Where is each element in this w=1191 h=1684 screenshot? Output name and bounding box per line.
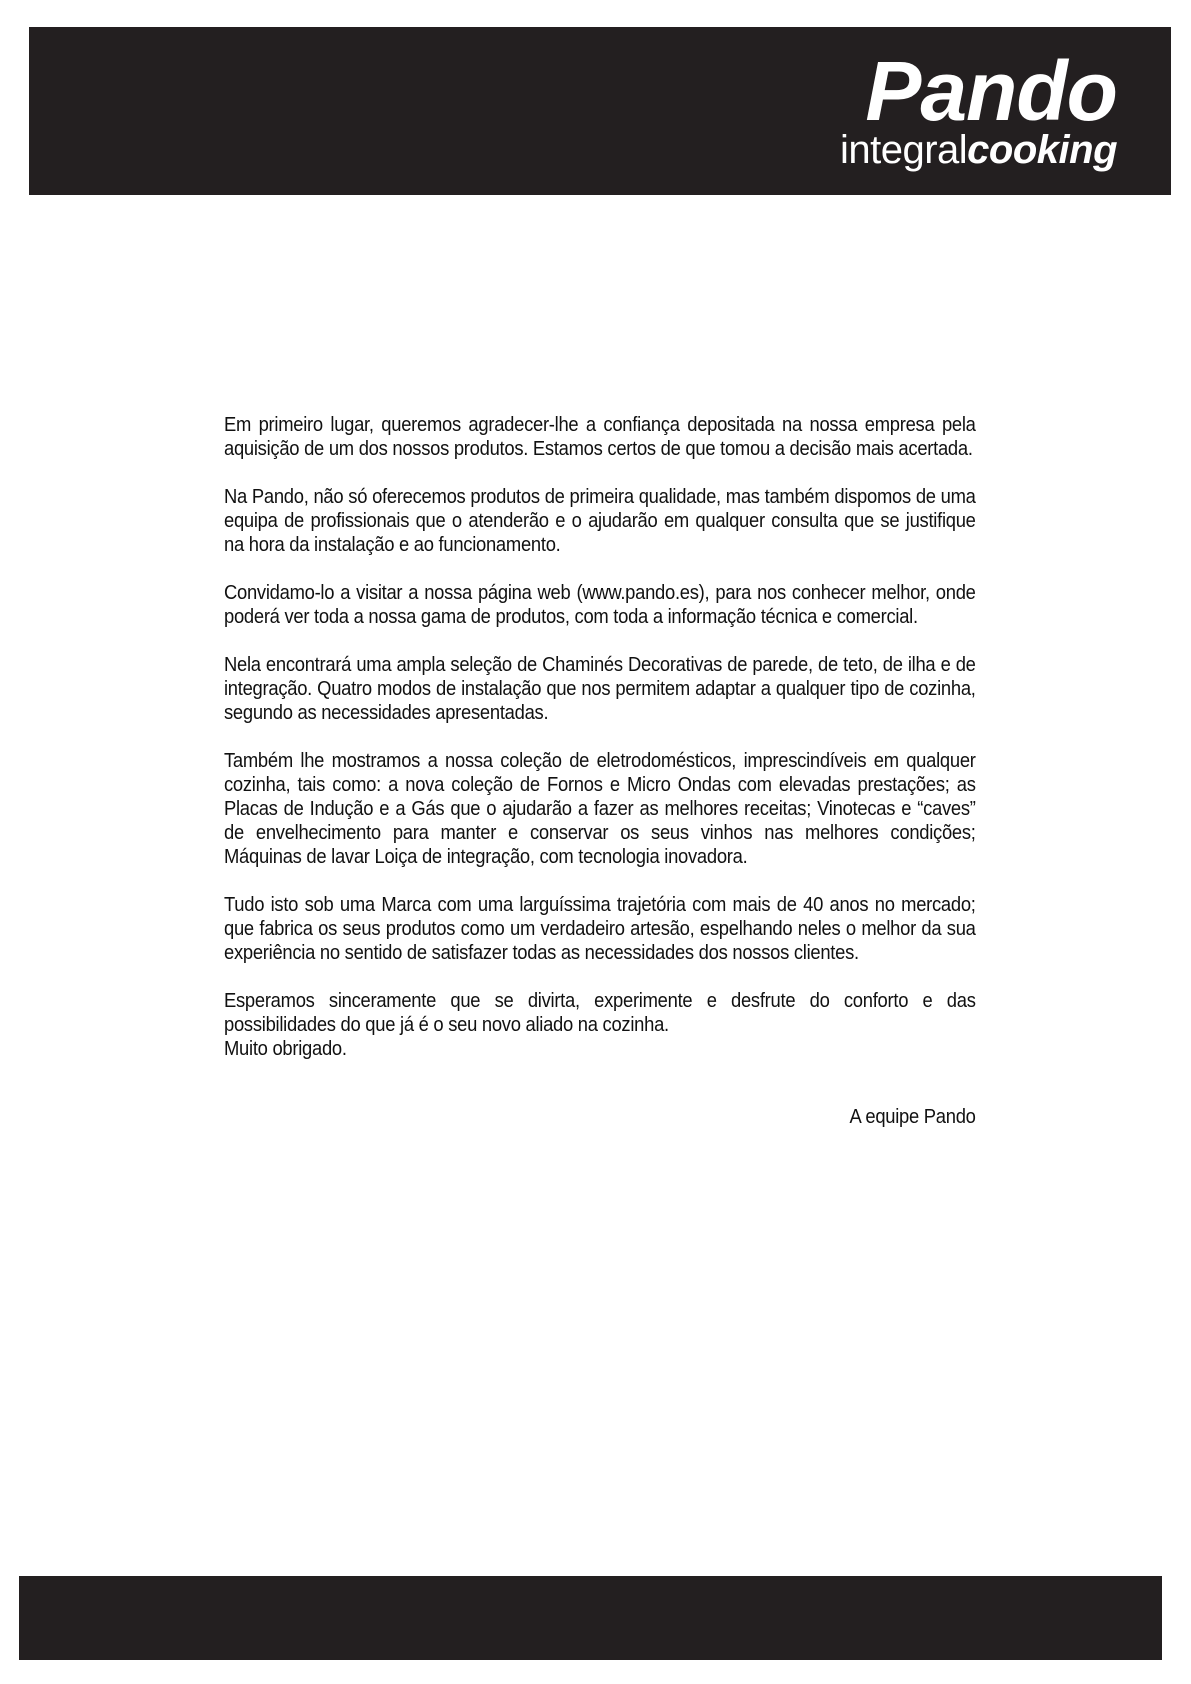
paragraph-hoods: Nela encontrará uma ampla seleção de Chaminés Decorativas de parede, de teto, de ilha e de integração. Quatro modos de instalação que nos permitem adaptar a qualquer tipo de cozinha, segundo as necessidades apresentadas. [224, 654, 976, 724]
paragraph-appliances: Também lhe mostramos a nossa coleção de eletrodomésticos, imprescindíveis em qualquer cozinha, tais como: a nova coleção de Fornos e Micro Ondas com elevadas prestações; as Placas de Indução e a Gás que o ajudarão a fazer as melhores receitas; Vinotecas e “caves” de envelhecimento para manter e conservar os seus vinhos nas melhores condições; Máquinas de lavar Loiça de integração, com tecnologia inovadora. [224, 750, 976, 868]
paragraph-thanks: Em primeiro lugar, queremos agradecer-lhe a confiança depositada na nossa empresa pela aquisição de um dos nossos produtos. Estamos certos de que tomou a decisão mais acertada. [224, 414, 976, 460]
footer-band [19, 1576, 1162, 1660]
header-band [29, 27, 1171, 195]
paragraph-brand: Tudo isto sob uma Marca com uma larguíssima trajetória com mais de 40 anos no mercado; que fabrica os seus produtos como um verdadeiro artesão, espelhando neles o melhor da sua experiência no sentido de satisfazer todas as necessidades dos nossos clientes. [224, 894, 976, 964]
logo-brand: Pando [865, 44, 1117, 138]
letter-body [224, 413, 976, 1129]
closing-line: Muito obrigado. [224, 1038, 347, 1060]
paragraph-enjoy: Esperamos sinceramente que se divirta, experimente e desfrute do conforto e das possibilidades do que já é o seu novo aliado na cozinha. [224, 990, 976, 1036]
paragraph-website: Convidamo-lo a visitar a nossa página web (www.pando.es), para nos conhecer melhor, onde poderá ver toda a nossa gama de produtos, com toda a informação técnica e comercial. [224, 582, 976, 628]
logo-tagline [840, 129, 1117, 171]
signature: A equipe Pando [849, 1106, 976, 1128]
logo-tagline-light: integral [839, 128, 968, 172]
pando-logo [839, 44, 1117, 172]
logo-tagline-bold: cooking [967, 128, 1117, 172]
paragraph-quality: Na Pando, não só oferecemos produtos de primeira qualidade, mas também dispomos de uma equipa de profissionais que o atenderão e o ajudarão em qualquer consulta que se justifique na hora da instalação e ao funcionamento. [224, 486, 976, 556]
